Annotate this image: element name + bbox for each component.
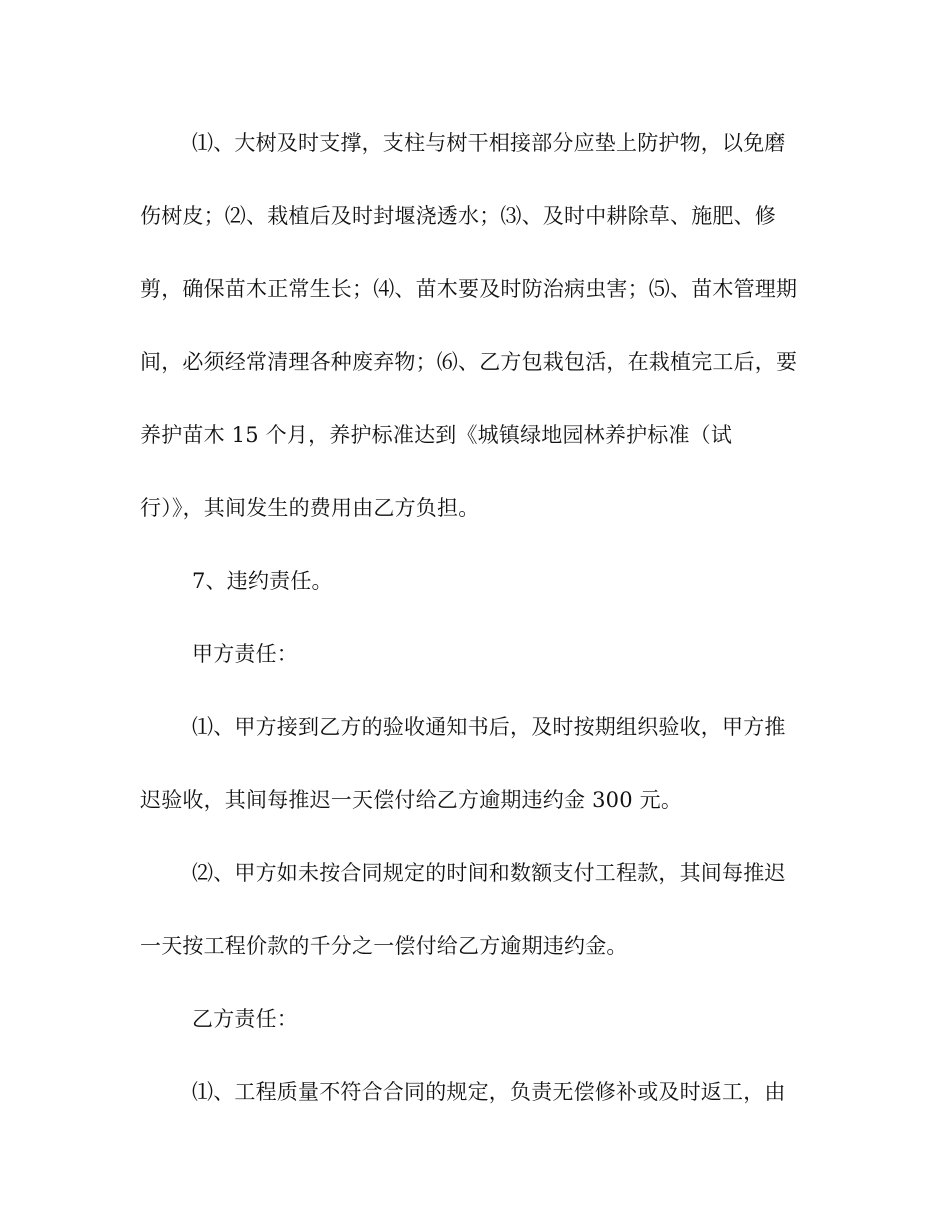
party-heading: 甲方责任： bbox=[192, 642, 298, 666]
party-heading: 乙方责任： bbox=[192, 1007, 298, 1031]
paragraph-line: 间，必须经常清理各种废弃物；⑹、乙方包栽包活，在栽植完工后，要 bbox=[140, 350, 798, 374]
paragraph-line: 行）》，其间发生的费用由乙方负担。 bbox=[140, 496, 480, 520]
paragraph-line: ⑴、甲方接到乙方的验收通知书后，及时按期组织验收，甲方推 bbox=[192, 715, 786, 739]
paragraph-line: 剪，确保苗木正常生长；⑷、苗木要及时防治病虫害；⑸、苗木管理期 bbox=[140, 277, 798, 301]
paragraph-line: 伤树皮；⑵、栽植后及时封堰浇透水；⑶、及时中耕除草、施肥、修 bbox=[140, 204, 776, 228]
paragraph-line: 养护苗木 15 个月，养护标准达到《城镇绿地园林养护标准（试 bbox=[140, 423, 733, 447]
paragraph-line: ⑴、大树及时支撑，支柱与树干相接部分应垫上防护物，以免磨 bbox=[192, 131, 786, 155]
paragraph-line: ⑴、工程质量不符合合同的规定，负责无偿修补或及时返工，由 bbox=[192, 1080, 786, 1104]
paragraph-line: 迟验收，其间每推迟一天偿付给乙方逾期违约金 300 元。 bbox=[140, 788, 683, 812]
paragraph-line: 一天按工程价款的千分之一偿付给乙方逾期违约金。 bbox=[140, 934, 628, 958]
paragraph-line: ⑵、甲方如未按合同规定的时间和数额支付工程款，其间每推迟 bbox=[192, 861, 786, 885]
section-heading: 7、违约责任。 bbox=[192, 569, 333, 593]
